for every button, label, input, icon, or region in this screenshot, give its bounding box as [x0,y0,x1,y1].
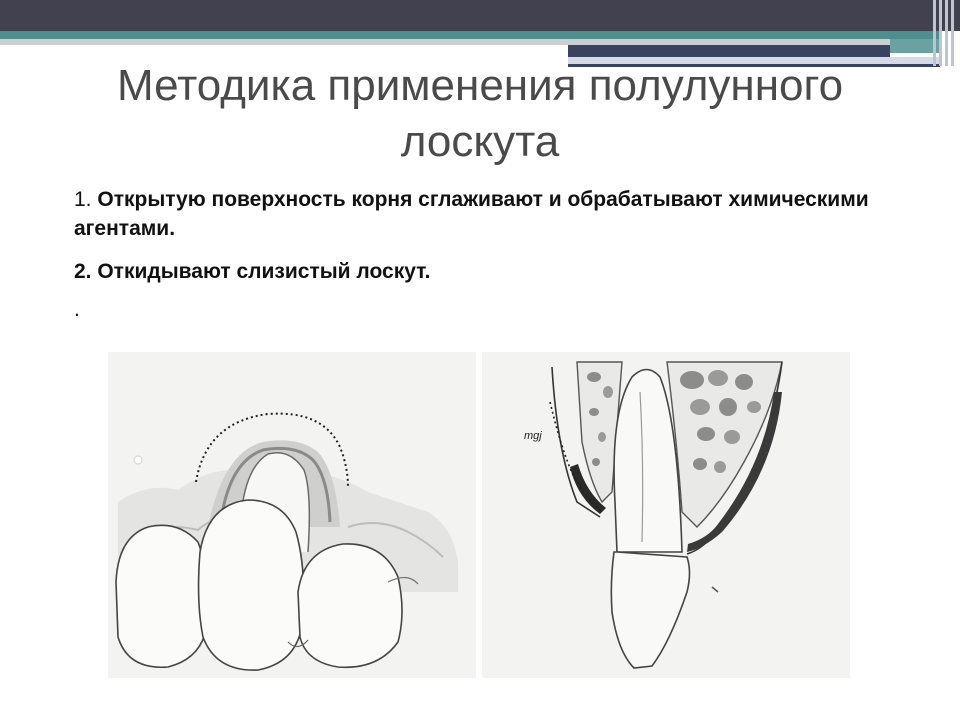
item-text: Открытую поверхность корня сглаживают и обрабатывают химическими агентами. [74,188,869,240]
list-item: 2. Откидывают слизистый лоскут. [74,260,431,283]
item-number: 1. [74,188,92,211]
banner-stripe [939,0,942,66]
figure-tooth-cross-section [482,352,850,678]
banner-stripe [945,0,948,66]
banner-stripe [951,0,954,66]
banner-dark-band [0,0,960,31]
banner-teal-band [0,31,940,39]
slide-body [74,185,924,334]
figure-teeth-front-view [108,352,476,678]
slide-title: Методика применения полулунного лоскута [116,61,844,166]
tooth-section-illustration [482,352,850,678]
banner-blue-band [568,45,890,57]
mgj-label: mgj [524,430,542,442]
trailing-dot: . [74,298,80,321]
banner-stripe [933,0,936,66]
teeth-front-illustration [108,352,476,678]
list-item [74,185,924,243]
